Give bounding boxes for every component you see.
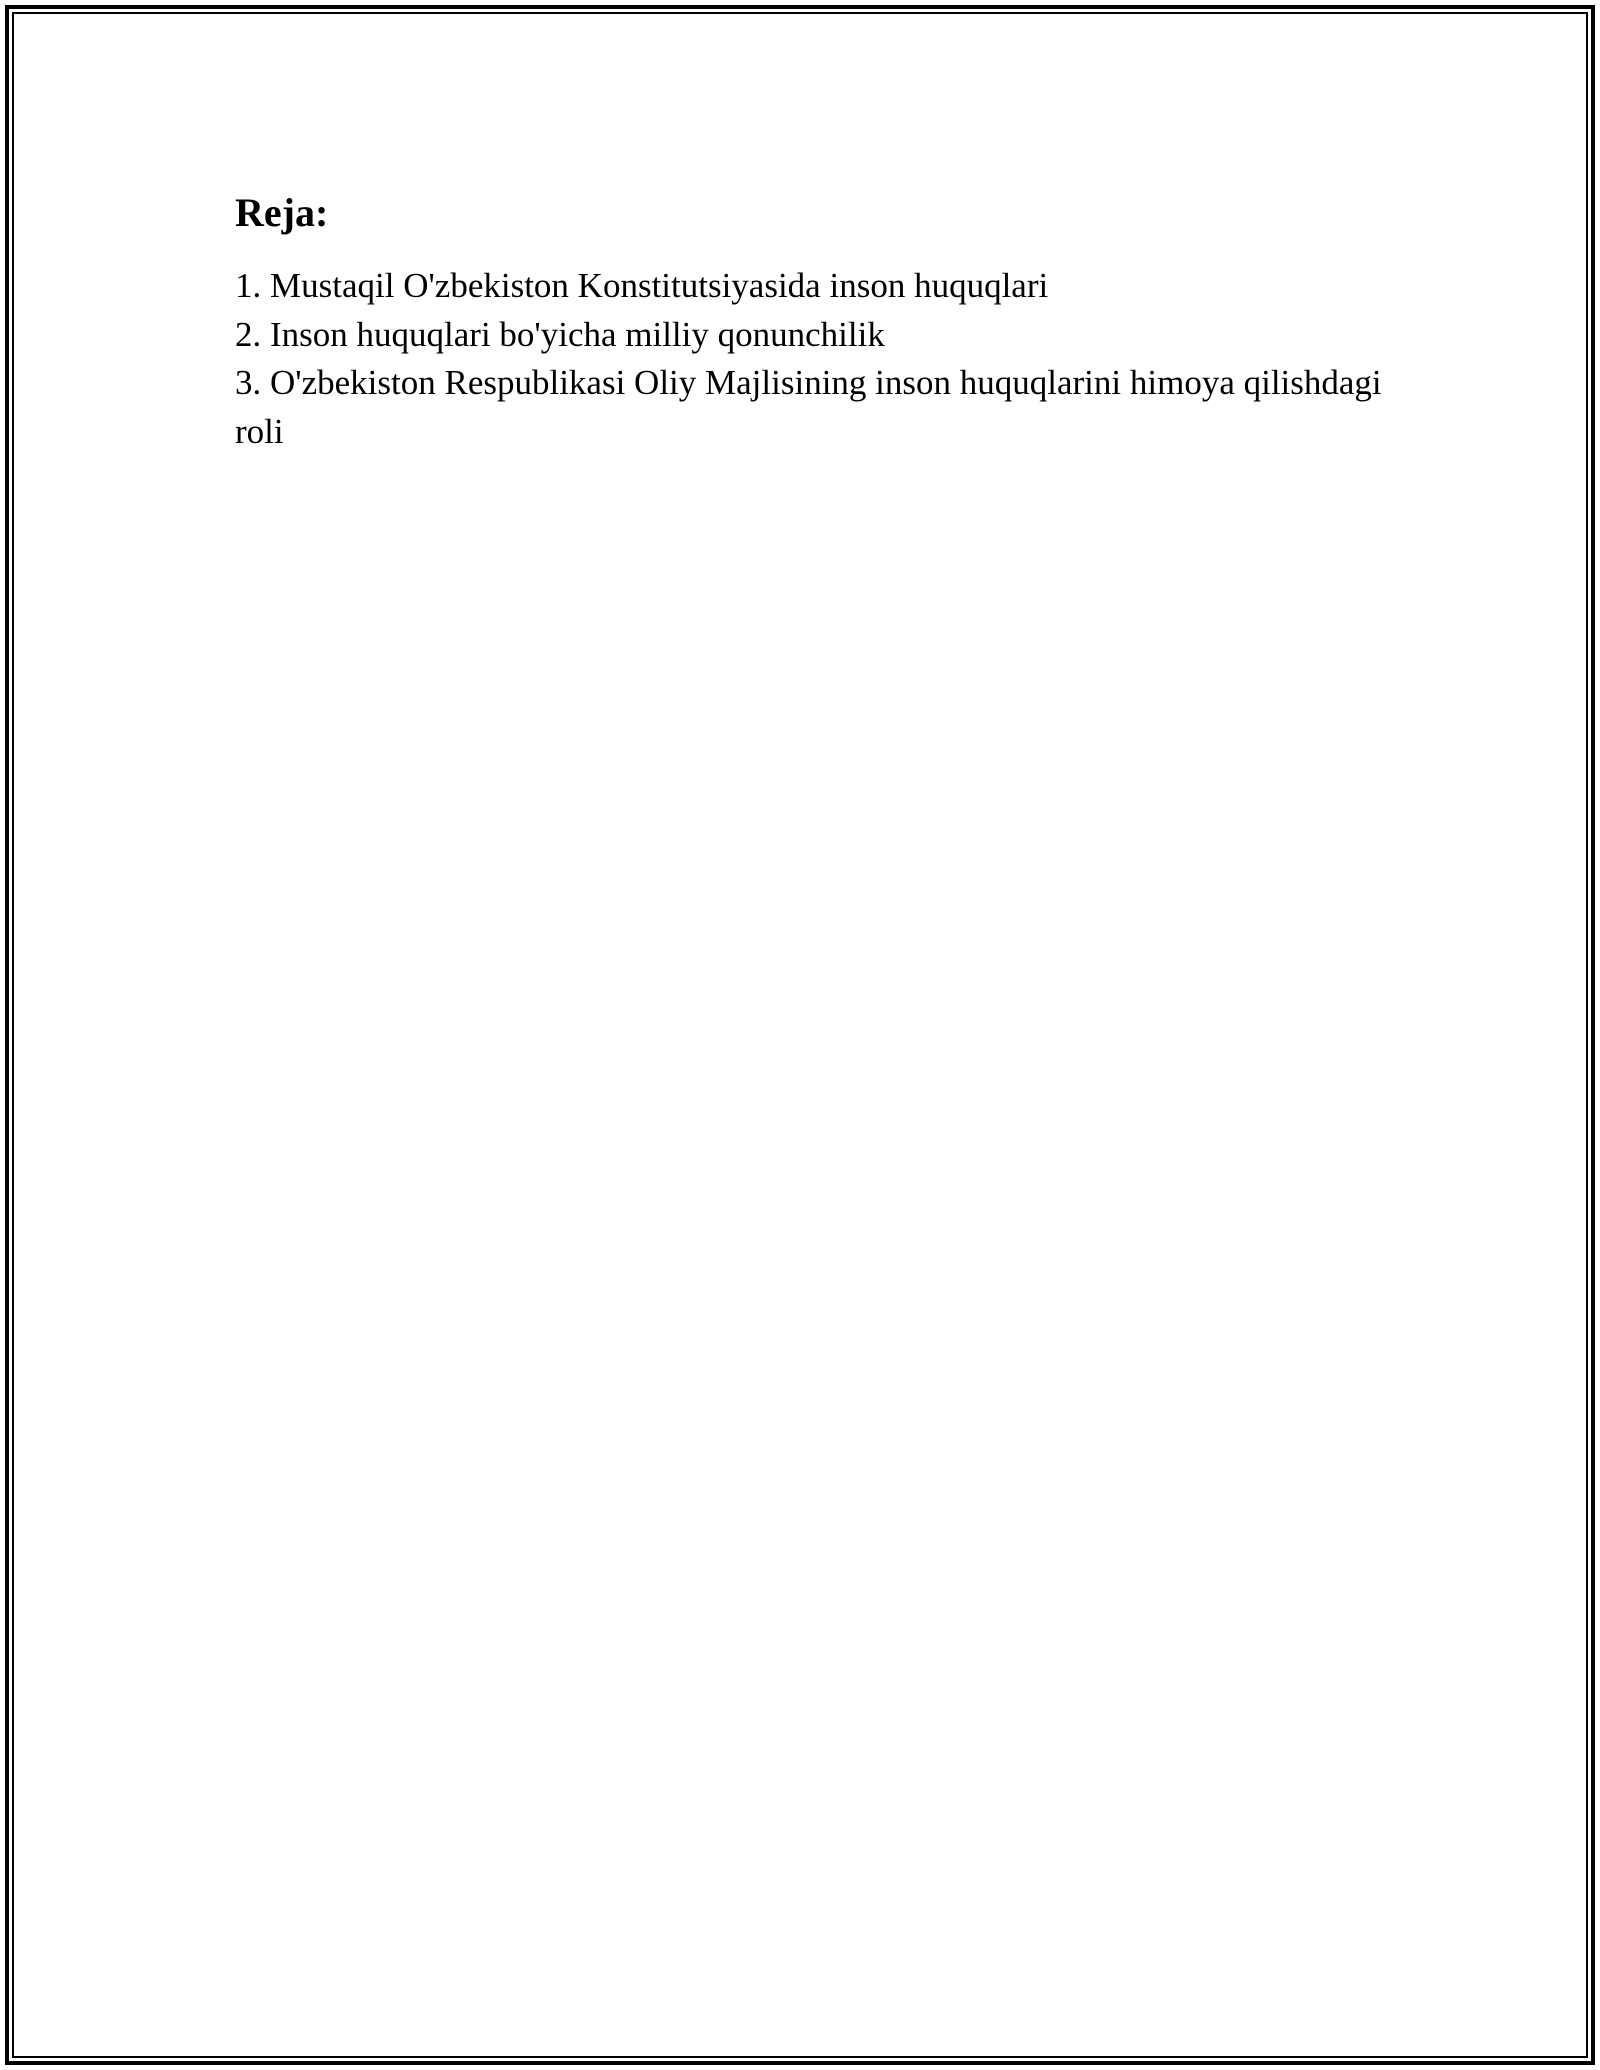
plan-item-text: Inson huquqlari bo'yicha milliy qonunchilik [270, 314, 885, 354]
plan-item-number: 2. [235, 314, 262, 354]
plan-item-number: 3. [235, 363, 262, 402]
document-body [235, 188, 1395, 456]
plan-item-2 [235, 311, 1395, 360]
plan-item-number: 1. [235, 266, 262, 305]
plan-heading: Reja: [235, 190, 329, 235]
plan-item-text: O'zbekiston Respublikasi Oliy Majlisining inson huquqlarini himoya qilishdagi roli [235, 363, 1382, 451]
plan-item-1 [235, 262, 1395, 311]
plan-item-3 [235, 359, 1395, 456]
plan-item-text: Mustaqil O'zbekiston Konstitutsiyasida inson huquqlari [270, 266, 1049, 305]
plan-list [235, 262, 1395, 456]
